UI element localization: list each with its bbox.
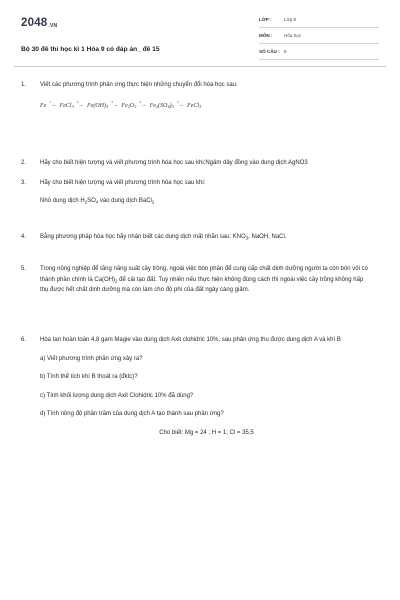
chain-feoh3: Fe(OH) bbox=[86, 102, 106, 109]
meta-table bbox=[259, 14, 379, 62]
question-number: 6. bbox=[21, 337, 27, 343]
question-6 bbox=[21, 335, 373, 438]
arrow-2: $^2$→ bbox=[76, 100, 84, 109]
meta-row-count bbox=[259, 46, 379, 60]
question-number: 4. bbox=[21, 234, 27, 240]
document-header bbox=[21, 14, 379, 62]
chain-fecl3-end: FeCl bbox=[187, 102, 200, 109]
chain-fe2so43: Fe bbox=[149, 102, 156, 109]
question-subline: Nhỏ dung dịch $H_2SO_4$ vào dung dịch BaCl$_2$ bbox=[40, 197, 155, 204]
given-constants: Cho biết: Mg = 24 ; H = 1; Cl = 35,5 bbox=[159, 429, 254, 436]
arrow-4: $^4$→ bbox=[139, 100, 147, 109]
arrow-5: $^5$→ bbox=[176, 100, 185, 109]
question-number: 1. bbox=[21, 82, 27, 88]
subquestion-b: b) Tính thể tích khí B thoát ra (đktc)? bbox=[40, 374, 138, 380]
meta-row-subject bbox=[259, 30, 379, 44]
meta-key-subject: MÔN : bbox=[259, 33, 273, 38]
question-1 bbox=[21, 80, 373, 111]
subquestion-a: a) Viết phương trình phản ứng xảy ra? bbox=[40, 355, 143, 362]
question-text: Hãy cho biết hiện tượng và viết phương trình hóa học sau khi: bbox=[40, 180, 206, 186]
logo-sub-text: .VN bbox=[48, 23, 58, 29]
reaction-chain: Fe $^1$→ FeCl$_3^2$→ $Fe(OH)_3^3\to Fe_2O_3^4\to Fe_2(SO_4)_3^5\to$ FeCl$_3$ bbox=[40, 100, 202, 109]
question-5 bbox=[21, 264, 373, 296]
chain-fecl3: FeCl bbox=[59, 102, 72, 109]
chain-fe: Fe bbox=[40, 102, 47, 109]
header-divider bbox=[14, 66, 386, 67]
meta-key-count: SỐ CÂU : bbox=[259, 49, 280, 54]
chain-fe2o3: Fe bbox=[121, 102, 128, 109]
meta-value-subject: Hóa học bbox=[284, 33, 302, 38]
logo-main-text: 2048 bbox=[21, 17, 48, 29]
subquestion-d: d) Tính nồng độ phần trăm của dung dịch A tạo thành sau phản ứng? bbox=[40, 411, 224, 417]
question-2 bbox=[21, 158, 373, 169]
question-4 bbox=[21, 232, 373, 243]
question-text: Viết các phương trình phản ứng thực hiện những chuyển đổi hóa học sau: bbox=[40, 82, 238, 88]
meta-value-class: Lớp 9 bbox=[284, 17, 296, 22]
meta-key-class: LỚP : bbox=[259, 17, 272, 22]
question-text: Trong nông nghiệp để tăng năng suất cây trồng, ngoài việc bón phân để cung cấp chất dinh dưỡng người ta còn bón vôi có thành phần chính là $Ca(OH)_2$ để cải tạo đất. Tuy nhiên nếu thực hiện không đúng cách thì ngoài việc cây trồng không hấp thụ được hết chất dinh dưỡng mà còn làm cho độ phì của đất ngày càng giảm. bbox=[40, 266, 368, 293]
site-logo[interactable] bbox=[21, 17, 57, 29]
document-title: Bộ 30 đề thi học kì 1 Hóa 9 có đáp án_ đề 15 bbox=[21, 46, 160, 53]
meta-value-count: 6 bbox=[284, 49, 287, 54]
arrow-3: $^3$→ bbox=[111, 100, 119, 109]
question-3 bbox=[21, 178, 373, 206]
question-number: 3. bbox=[21, 180, 27, 186]
question-number: 2. bbox=[21, 160, 27, 166]
meta-row-class bbox=[259, 14, 379, 28]
question-number: 5. bbox=[21, 266, 27, 272]
arrow-1: $^1$→ bbox=[49, 100, 57, 109]
question-text: Hãy cho biết hiện tượng và viết phương trình hóa học sau khi:Ngâm dây đồng vào dung dịch AgNO3 bbox=[40, 160, 308, 166]
question-text: Bằng phương pháp hóa học hãy nhận biết các dung dịch mất nhãn sau: $KNO_3$, NaOH, NaCl. bbox=[40, 234, 287, 241]
subquestion-c: c) Tính khối lượng dung dịch Axit Clohidric 10% đã dùng? bbox=[40, 392, 194, 399]
question-text: Hòa tan hoàn toàn 4,8 gam Magie vào dung dịch Axit clohidric 10%, sau phản ứng thu được dung dịch A và khí B bbox=[40, 337, 341, 343]
